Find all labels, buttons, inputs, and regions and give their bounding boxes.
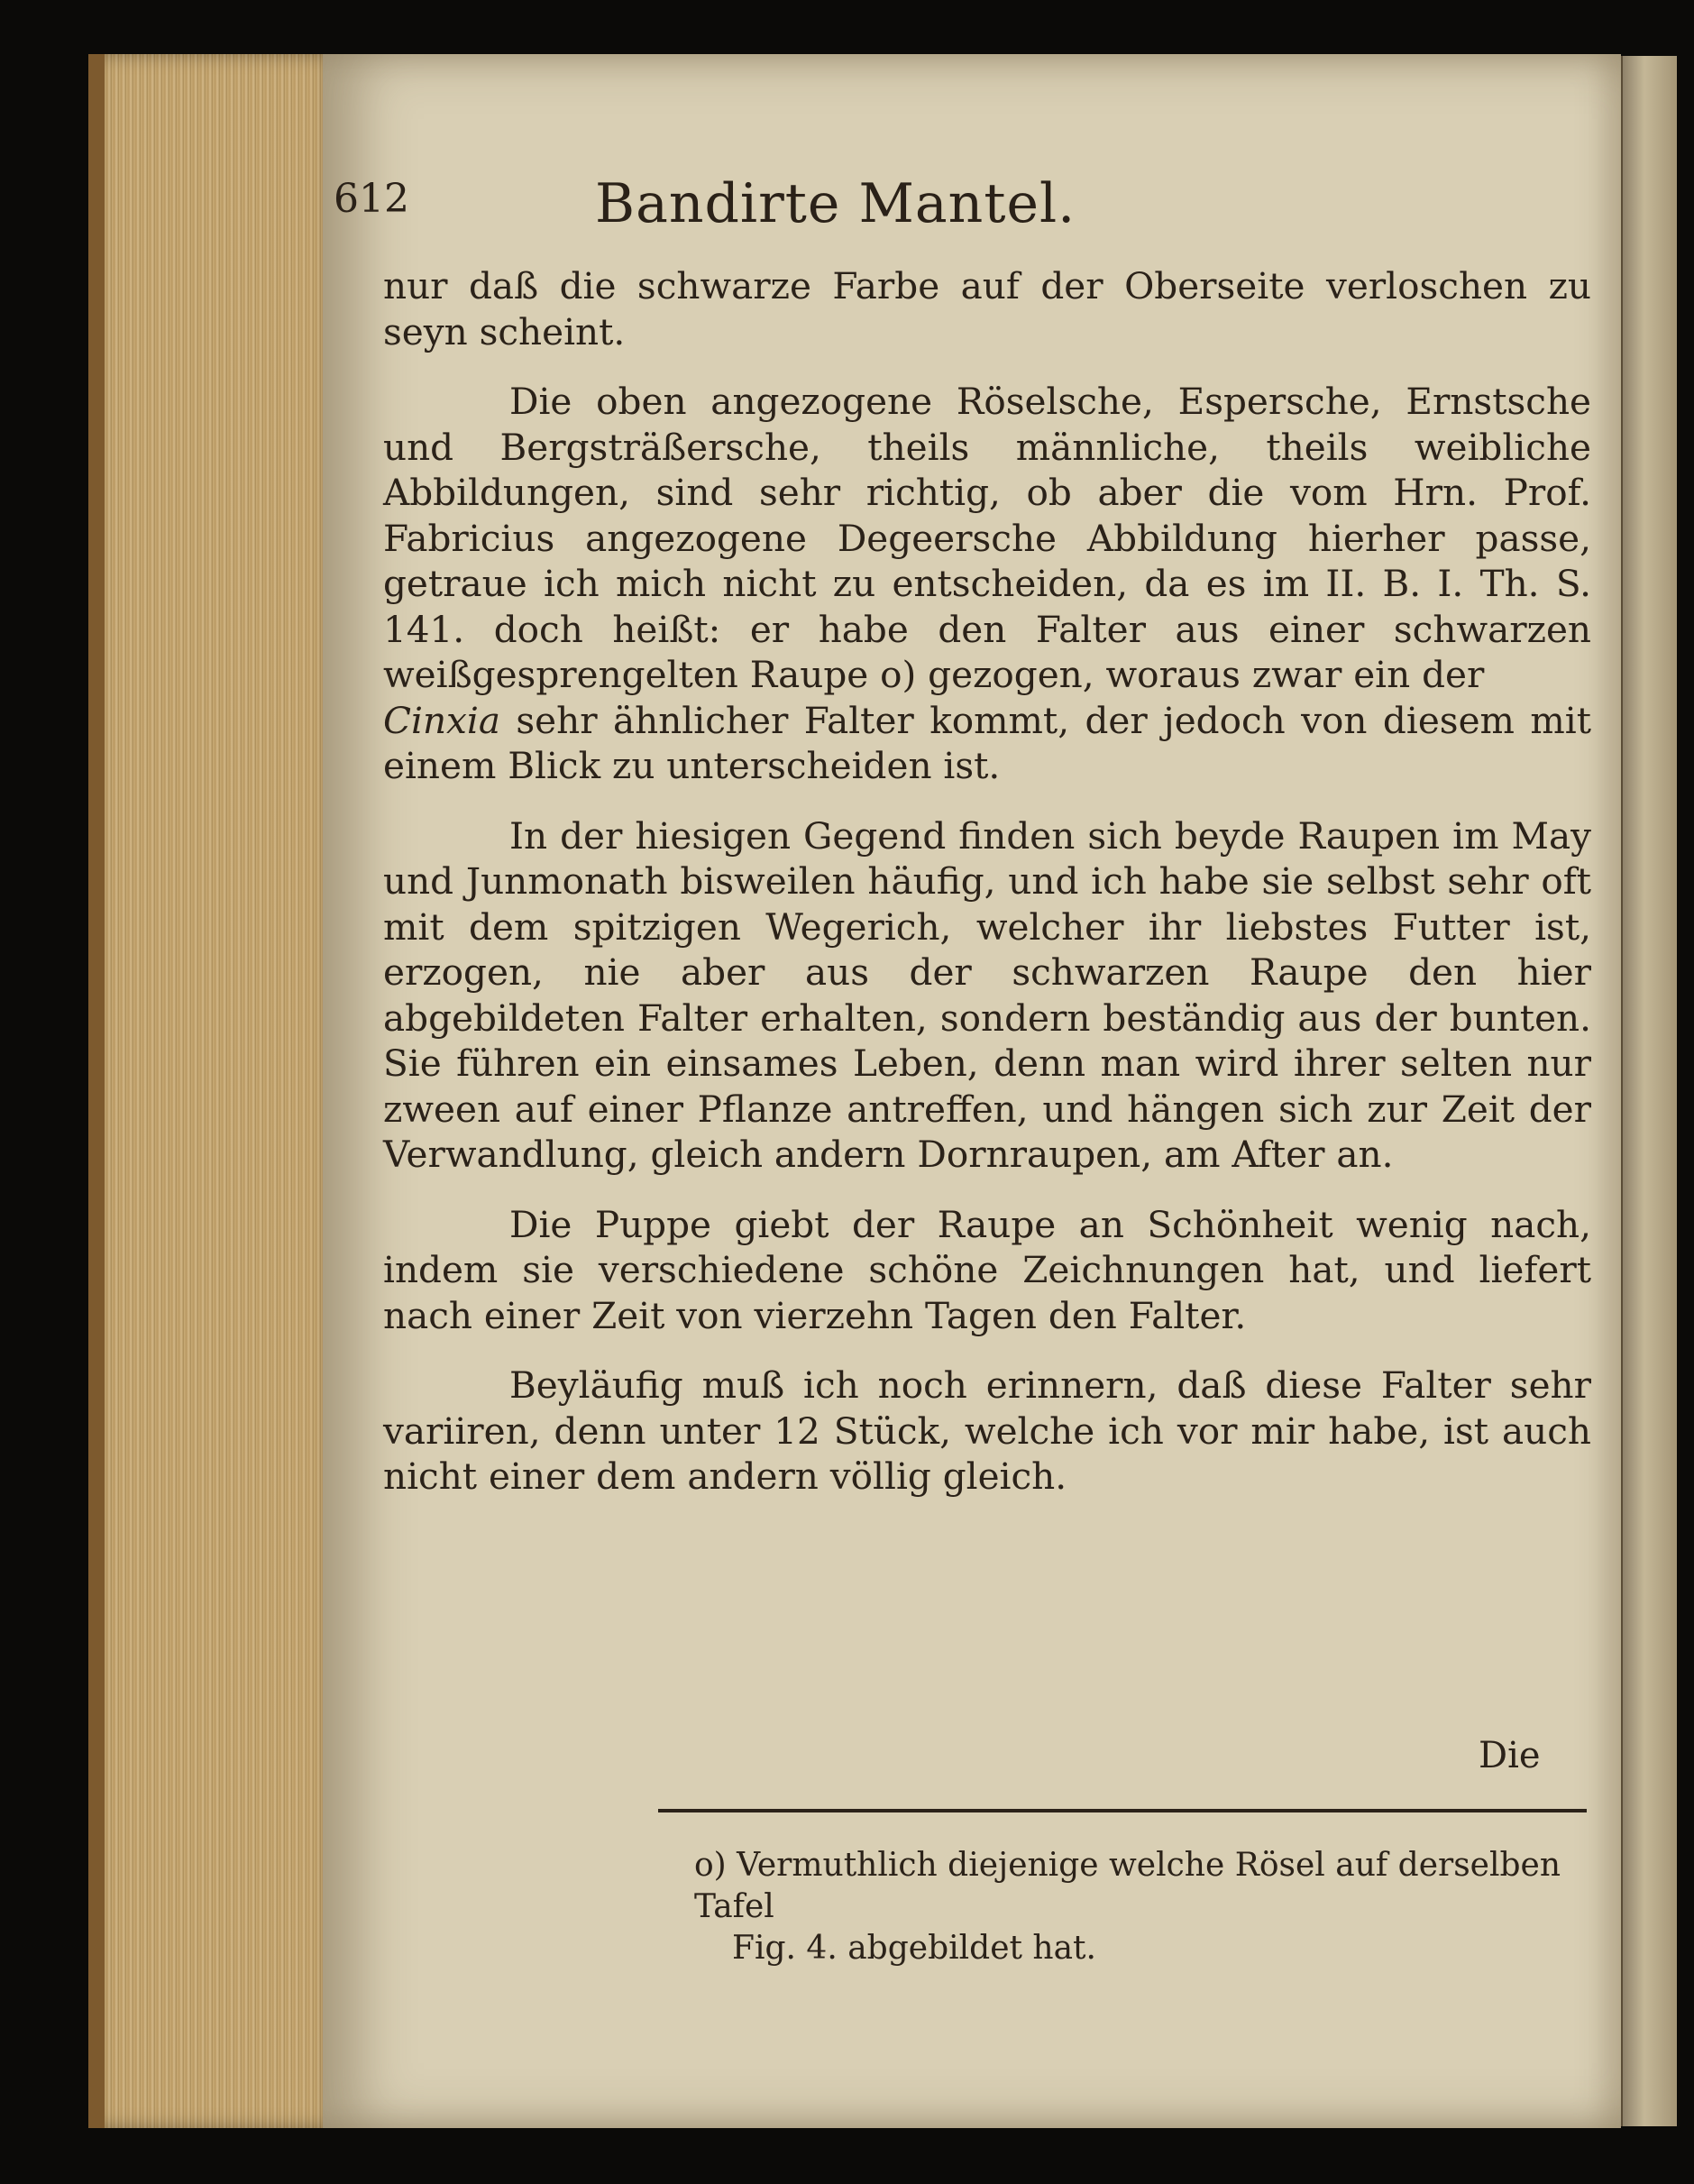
paragraph-2: [383, 379, 1591, 789]
running-title: Bandirte Mantel.: [595, 172, 1076, 235]
book-page-edges: [88, 54, 339, 2128]
paragraph-5: Beyläufig muß ich noch erinnern, daß diese Falter sehr variiren, denn unter 12 Stück, welche ich vor mir habe, ist auch nicht einer dem andern völlig gleich.: [383, 1363, 1591, 1498]
footnote-line-2: Fig. 4. abgebildet hat.: [732, 1930, 1096, 1967]
paragraph-4: Die Puppe giebt der Raupe an Schönheit wenig nach, indem sie verschiedene schöne Zeichnungen hat, und liefert nach einer Zeit von vierzehn Tagen den Falter.: [383, 1202, 1591, 1337]
page-header: [0, 172, 1694, 248]
facing-page-edge: [1621, 56, 1677, 2126]
footnote-line-1: o) Vermuthlich diejenige welche Rösel auf derselben Tafel: [694, 1847, 1561, 1925]
footnote-rule: [658, 1809, 1587, 1812]
paragraph-1: nur daß die schwarze Farbe auf der Oberseite verloschen zu seyn scheint.: [383, 264, 1591, 353]
paragraph-2-italic-cinxia: Cinxia: [383, 698, 500, 742]
catchword: Die: [1479, 1735, 1541, 1776]
footnote: [694, 1845, 1587, 1969]
page-number: 612: [334, 176, 409, 222]
page-body: [383, 263, 1591, 1524]
paragraph-2-text-b: sehr ähnlicher Falter kommt, der jedoch von diesem mit einem Blick zu unterscheiden ist.: [383, 698, 1591, 787]
paragraph-3: In der hiesigen Gegend finden sich beyde Raupen im May und Junmonath bisweilen häufig, und ich habe sie selbst sehr oft mit dem spitzigen Wegerich, welcher ihr liebstes Futter ist, erzogen, nie aber aus der schwarzen Raupe den hier abgebildeten Falter erhalten, sondern beständig aus der bunten. Sie führen ein einsames Leben, denn man wird ihrer selten nur zween auf einer Pflanze antreffen, und hängen sich zur Zeit der Verwandlung, gleich andern Dornraupen, am After an.: [383, 813, 1591, 1176]
paragraph-2-text-a: Die oben angezogene Röselsche, Espersche, Ernstsche und Bergsträßersche, theils männliche, theils weibliche Abbildungen, sind sehr richtig, ob aber die vom Hrn. Prof. Fabricius angezogene Degeersche Abbildung hierher passe, getraue ich mich nicht zu entscheiden, da es im II. B. I. Th. S. 141. doch heißt: er habe den Falter aus einer schwarzen weißgesprengelten Raupe o) gezogen, woraus zwar ein der: [383, 380, 1591, 696]
